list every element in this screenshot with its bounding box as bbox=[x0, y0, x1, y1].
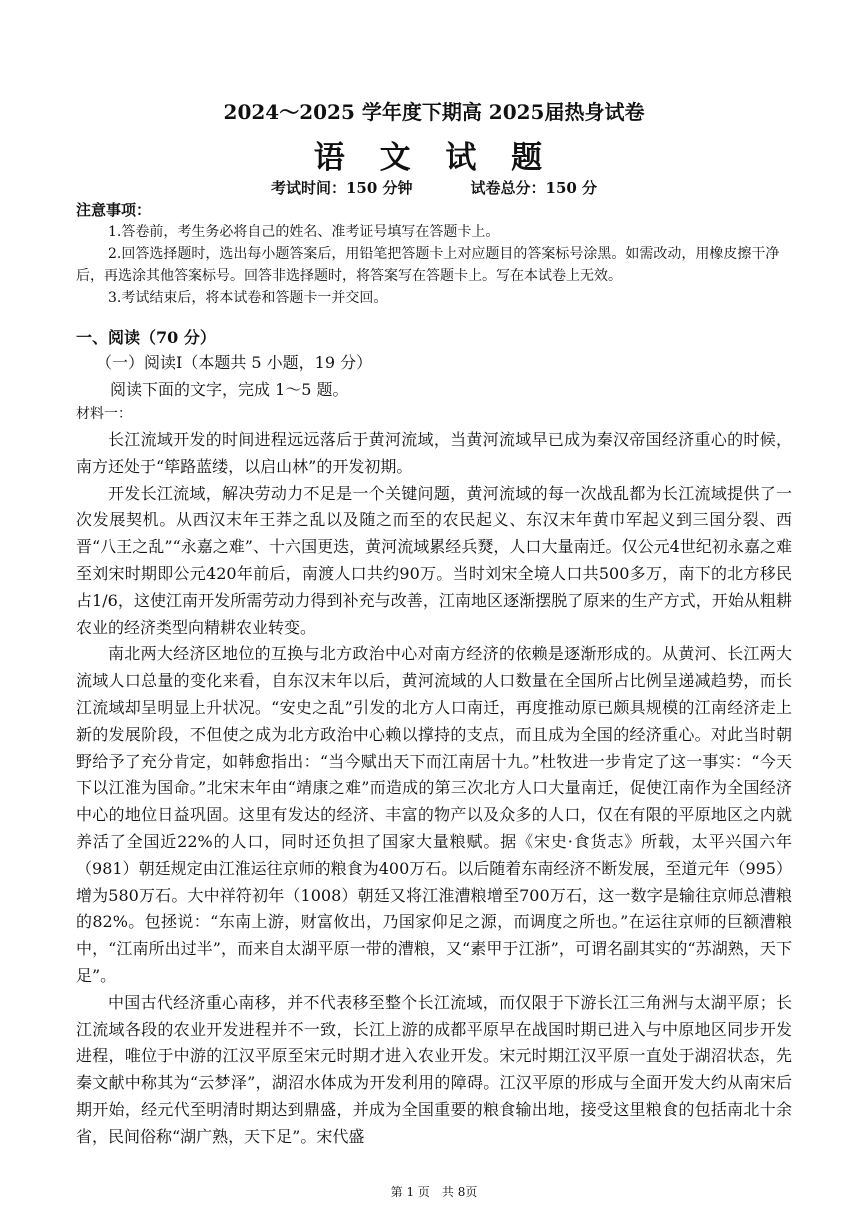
section-title: 一、阅读（70 分） bbox=[76, 328, 216, 347]
reading-passage bbox=[76, 427, 792, 1151]
section-subtitle: （一）阅读Ⅰ（本题共 5 小题，19 分） bbox=[96, 353, 373, 372]
subject-title: 语 文 试 题 bbox=[313, 140, 555, 176]
page-footer: 第 1 页 共 8页 bbox=[390, 1185, 478, 1199]
total-score: 试卷总分：150 分 bbox=[470, 179, 598, 197]
passage-paragraph: 开发长江流域，解决劳动力不足是一个关键问题，黄河流域的每一次战乱都为长江流域提供了一次发展契机。从西汉末年王莽之乱以及随之而至的农民起义、东汉末年黄巾军起义到三国分裂、西晋“八王之乱”“永嘉之难”、十六国更迭，黄河流域累经兵燹，人口大量南迁。仅公元4世纪初永嘉之难至刘宋时期即公元420年前后，南渡人口共约90万。当时刘宋全境人口共500多万，南下的北方移民占1/6，这使江南开发所需劳动力得到补充与改善，江南地区逐渐摆脱了原来的生产方式，开始从粗耕农业的经济类型向精耕农业转变。 bbox=[76, 483, 792, 637]
passage-paragraph: 中国古代经济重心南移，并不代表移至整个长江流域，而仅限于下游长江三角洲与太湖平原；长江流域各段的农业开发进程并不一致，长江上游的成都平原早在战国时期已进入与中原地区同步开发进程，唯位于中游的江汉平原至宋元时期才进入农业开发。宋元时期江汉平原一直处于湖沼状态，先秦文献中称其为“云梦泽”，湖沼水体成为开发利用的障碍。江汉平原的形成与全面开发大约从南宋后期开始，经元代至明清时期达到鼎盛，并成为全国重要的粮食输出地，接受这里粮食的包括南北十余省，民间俗称“湖广熟，天下足”。宋代盛 bbox=[76, 992, 792, 1146]
exam-title: 2024～2025 学年度下期高 2025届热身试卷 bbox=[223, 100, 645, 124]
notice-item: 1.答卷前，考生务必将自己的姓名、准考证号填写在答题卡上。 bbox=[108, 224, 500, 240]
exam-time: 考试时间：150 分钟 bbox=[270, 179, 413, 197]
notice-item: 2.回答选择题时，选出每小题答案后，用铅笔把答题卡上对应题目的答案标号涂黑。如需改动，用橡皮擦干净后，再选涂其他答案标号。回答非选择题时，将答案写在答题卡上。写在本试卷上无效。 bbox=[76, 246, 780, 284]
section-instruction: 阅读下面的文字，完成 1～5 题。 bbox=[110, 380, 349, 399]
passage-paragraph: 长江流域开发的时间进程远远落后于黄河流域，当黄河流域早已成为秦汉帝国经济重心的时候，南方还处于“筚路蓝缕，以启山林”的开发初期。 bbox=[76, 430, 792, 476]
exam-meta bbox=[0, 177, 868, 198]
notice-heading: 注意事项： bbox=[76, 201, 152, 219]
notice-item: 3.考试结束后，将本试卷和答题卡一并交回。 bbox=[108, 290, 388, 306]
material-label: 材料一： bbox=[76, 406, 132, 422]
passage-paragraph: 南北两大经济区地位的互换与北方政治中心对南方经济的依赖是逐渐形成的。从黄河、长江两大流域人口总量的变化来看，自东汉末年以后，黄河流域的人口数量在全国所占比例呈递减趋势，而长江流域却呈明显上升状况。“安史之乱”引发的北方人口南迁，再度推动原已颇具规模的江南经济走上新的发展阶段，不但使之成为北方政治中心赖以撑持的支点，而且成为全国的经济重心。对此当时朝野给予了充分肯定，如韩愈指出：“当今赋出天下而江南居十九。”杜牧进一步肯定了这一事实：“今天下以江淮为国命。”北宋末年由“靖康之难”而造成的第三次北方人口大量南迁，促使江南作为全国经济中心的地位日益巩固。这里有发达的经济、丰富的物产以及众多的人口，仅在有限的平原地区之内就养活了全国近22%的人口，同时还负担了国家大量粮赋。据《宋史·食货志》所载，太平兴国六年（981）朝廷规定由江淮运往京师的粮食为400万石。以后随着东南经济不断发展，至道元年（995）增为580万石。大中祥符初年（1008）朝廷又将江淮漕粮增至700万石，这一数字是输往京师总漕粮的82%。包拯说：“东南上游，财富攸出，乃国家仰足之源，而调度之所也。”在运往京师的巨额漕粮中，“江南所出过半”，而来自太湖平原一带的漕粮，又“素甲于江浙”，可谓名副其实的“苏湖熟，天下足”。 bbox=[76, 644, 792, 985]
notice-list bbox=[76, 221, 800, 309]
